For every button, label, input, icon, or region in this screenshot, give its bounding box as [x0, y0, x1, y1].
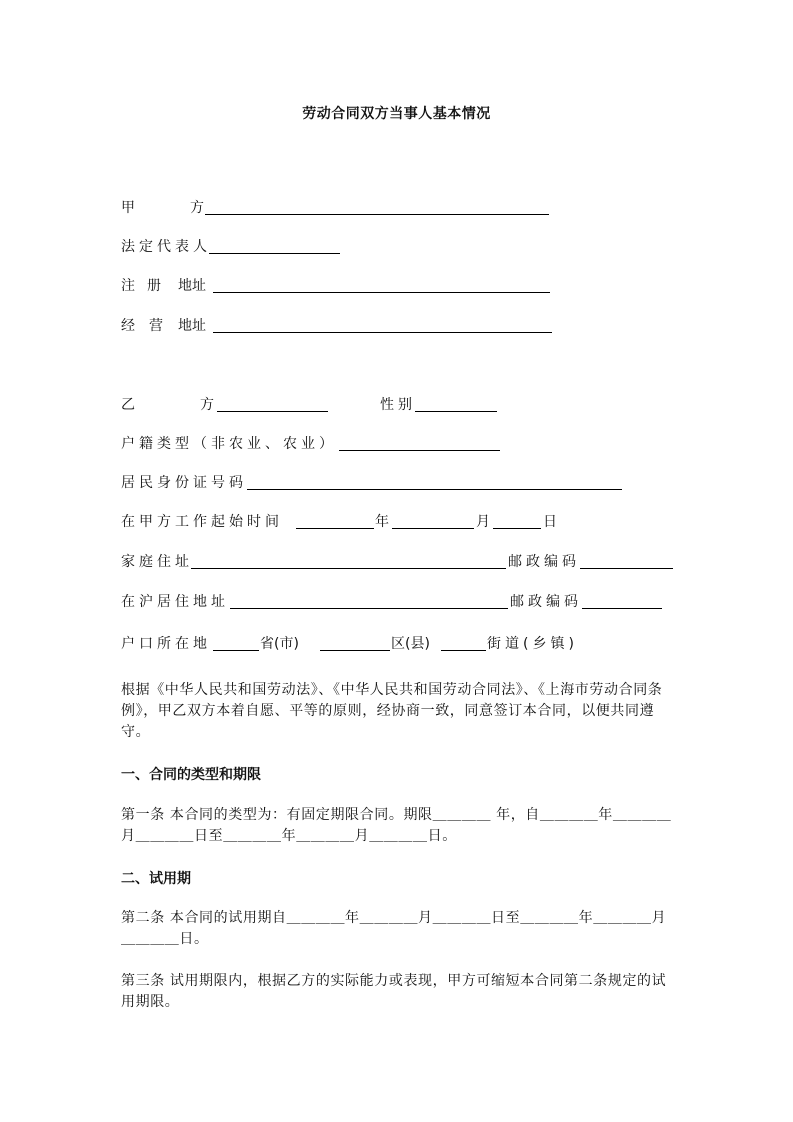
home-address-field[interactable] [191, 568, 506, 569]
gender-label: 性别 [380, 397, 416, 413]
hukou-type-label: 户籍类型（非农业、农业） [121, 436, 337, 452]
party-a-name-field[interactable] [205, 214, 549, 215]
district-field[interactable] [320, 650, 390, 651]
party-a-label-2: 方 [190, 200, 204, 216]
start-month-unit: 月 [476, 514, 490, 530]
sh-address-field[interactable] [230, 608, 508, 609]
street-unit: 街道(乡镇) [487, 636, 578, 652]
article-3: 第三条 试用期限内，根据乙方的实际能力或表现，甲方可缩短本合同第二条规定的试用期限。 [121, 973, 667, 1010]
province-field[interactable] [213, 650, 259, 651]
reg-address-label-3: 地址 [178, 278, 206, 294]
reg-address-label-1: 注 [121, 278, 135, 294]
start-day-unit: 日 [543, 514, 557, 530]
legal-rep-label: 法定代表人 [121, 239, 211, 255]
op-address-label-2: 营 [149, 318, 163, 334]
sh-postcode-field[interactable] [582, 608, 662, 609]
start-day-field[interactable] [493, 528, 541, 529]
gender-field[interactable] [415, 411, 497, 412]
reg-address-field[interactable] [213, 292, 550, 293]
party-b-name-field[interactable] [217, 411, 328, 412]
party-b-label: 乙 [121, 397, 135, 413]
op-address-field[interactable] [213, 332, 552, 333]
province-unit: 省(市) [260, 636, 299, 652]
start-year-field[interactable] [296, 528, 374, 529]
home-postcode-field[interactable] [580, 568, 673, 569]
start-month-field[interactable] [392, 528, 474, 529]
id-number-label: 居民身份证号码 [121, 475, 247, 491]
start-year-unit: 年 [375, 514, 389, 530]
reg-address-label-2: 册 [147, 278, 161, 294]
home-postcode-label: 邮政编码 [508, 554, 580, 570]
intro-paragraph: 根据《中华人民共和国劳动法》、《中华人民共和国劳动合同法》、《上海市劳动合同条例》，甲乙双方本着自愿、平等的原则，经协商一致，同意签订本合同，以便共同遵守。 [121, 682, 663, 740]
document-title: 劳动合同双方当事人基本情况 [302, 106, 491, 122]
legal-rep-field[interactable] [209, 253, 340, 254]
party-b-label-2: 方 [200, 397, 214, 413]
home-address-label: 家庭住址 [121, 554, 193, 570]
article-2: 第二条 本合同的试用期自＿＿＿＿年＿＿＿＿月＿＿＿＿日至＿＿＿＿年＿＿＿＿月＿＿＿＿日。 [121, 910, 667, 947]
article-1: 第一条 本合同的类型为：有固定期限合同。期限＿＿＿＿ 年，自＿＿＿＿年＿＿＿＿月＿＿＿＿日至＿＿＿＿年＿＿＿＿月＿＿＿＿日。 [121, 807, 672, 844]
hukou-location-label: 户口所在地 [121, 636, 211, 652]
id-number-field[interactable] [247, 489, 622, 490]
district-unit: 区(县) [391, 636, 430, 652]
section-2-heading: 二、试用期 [121, 871, 191, 887]
hukou-type-field[interactable] [339, 450, 500, 451]
op-address-label-3: 地址 [178, 318, 206, 334]
sh-postcode-label: 邮政编码 [510, 594, 582, 610]
op-address-label-1: 经 [121, 318, 135, 334]
sh-address-label: 在沪居住地址 [121, 594, 229, 610]
party-a-label: 甲 [121, 200, 135, 216]
start-time-label: 在甲方工作起始时间 [121, 514, 283, 530]
street-field[interactable] [441, 650, 486, 651]
section-1-heading: 一、合同的类型和期限 [121, 767, 261, 783]
